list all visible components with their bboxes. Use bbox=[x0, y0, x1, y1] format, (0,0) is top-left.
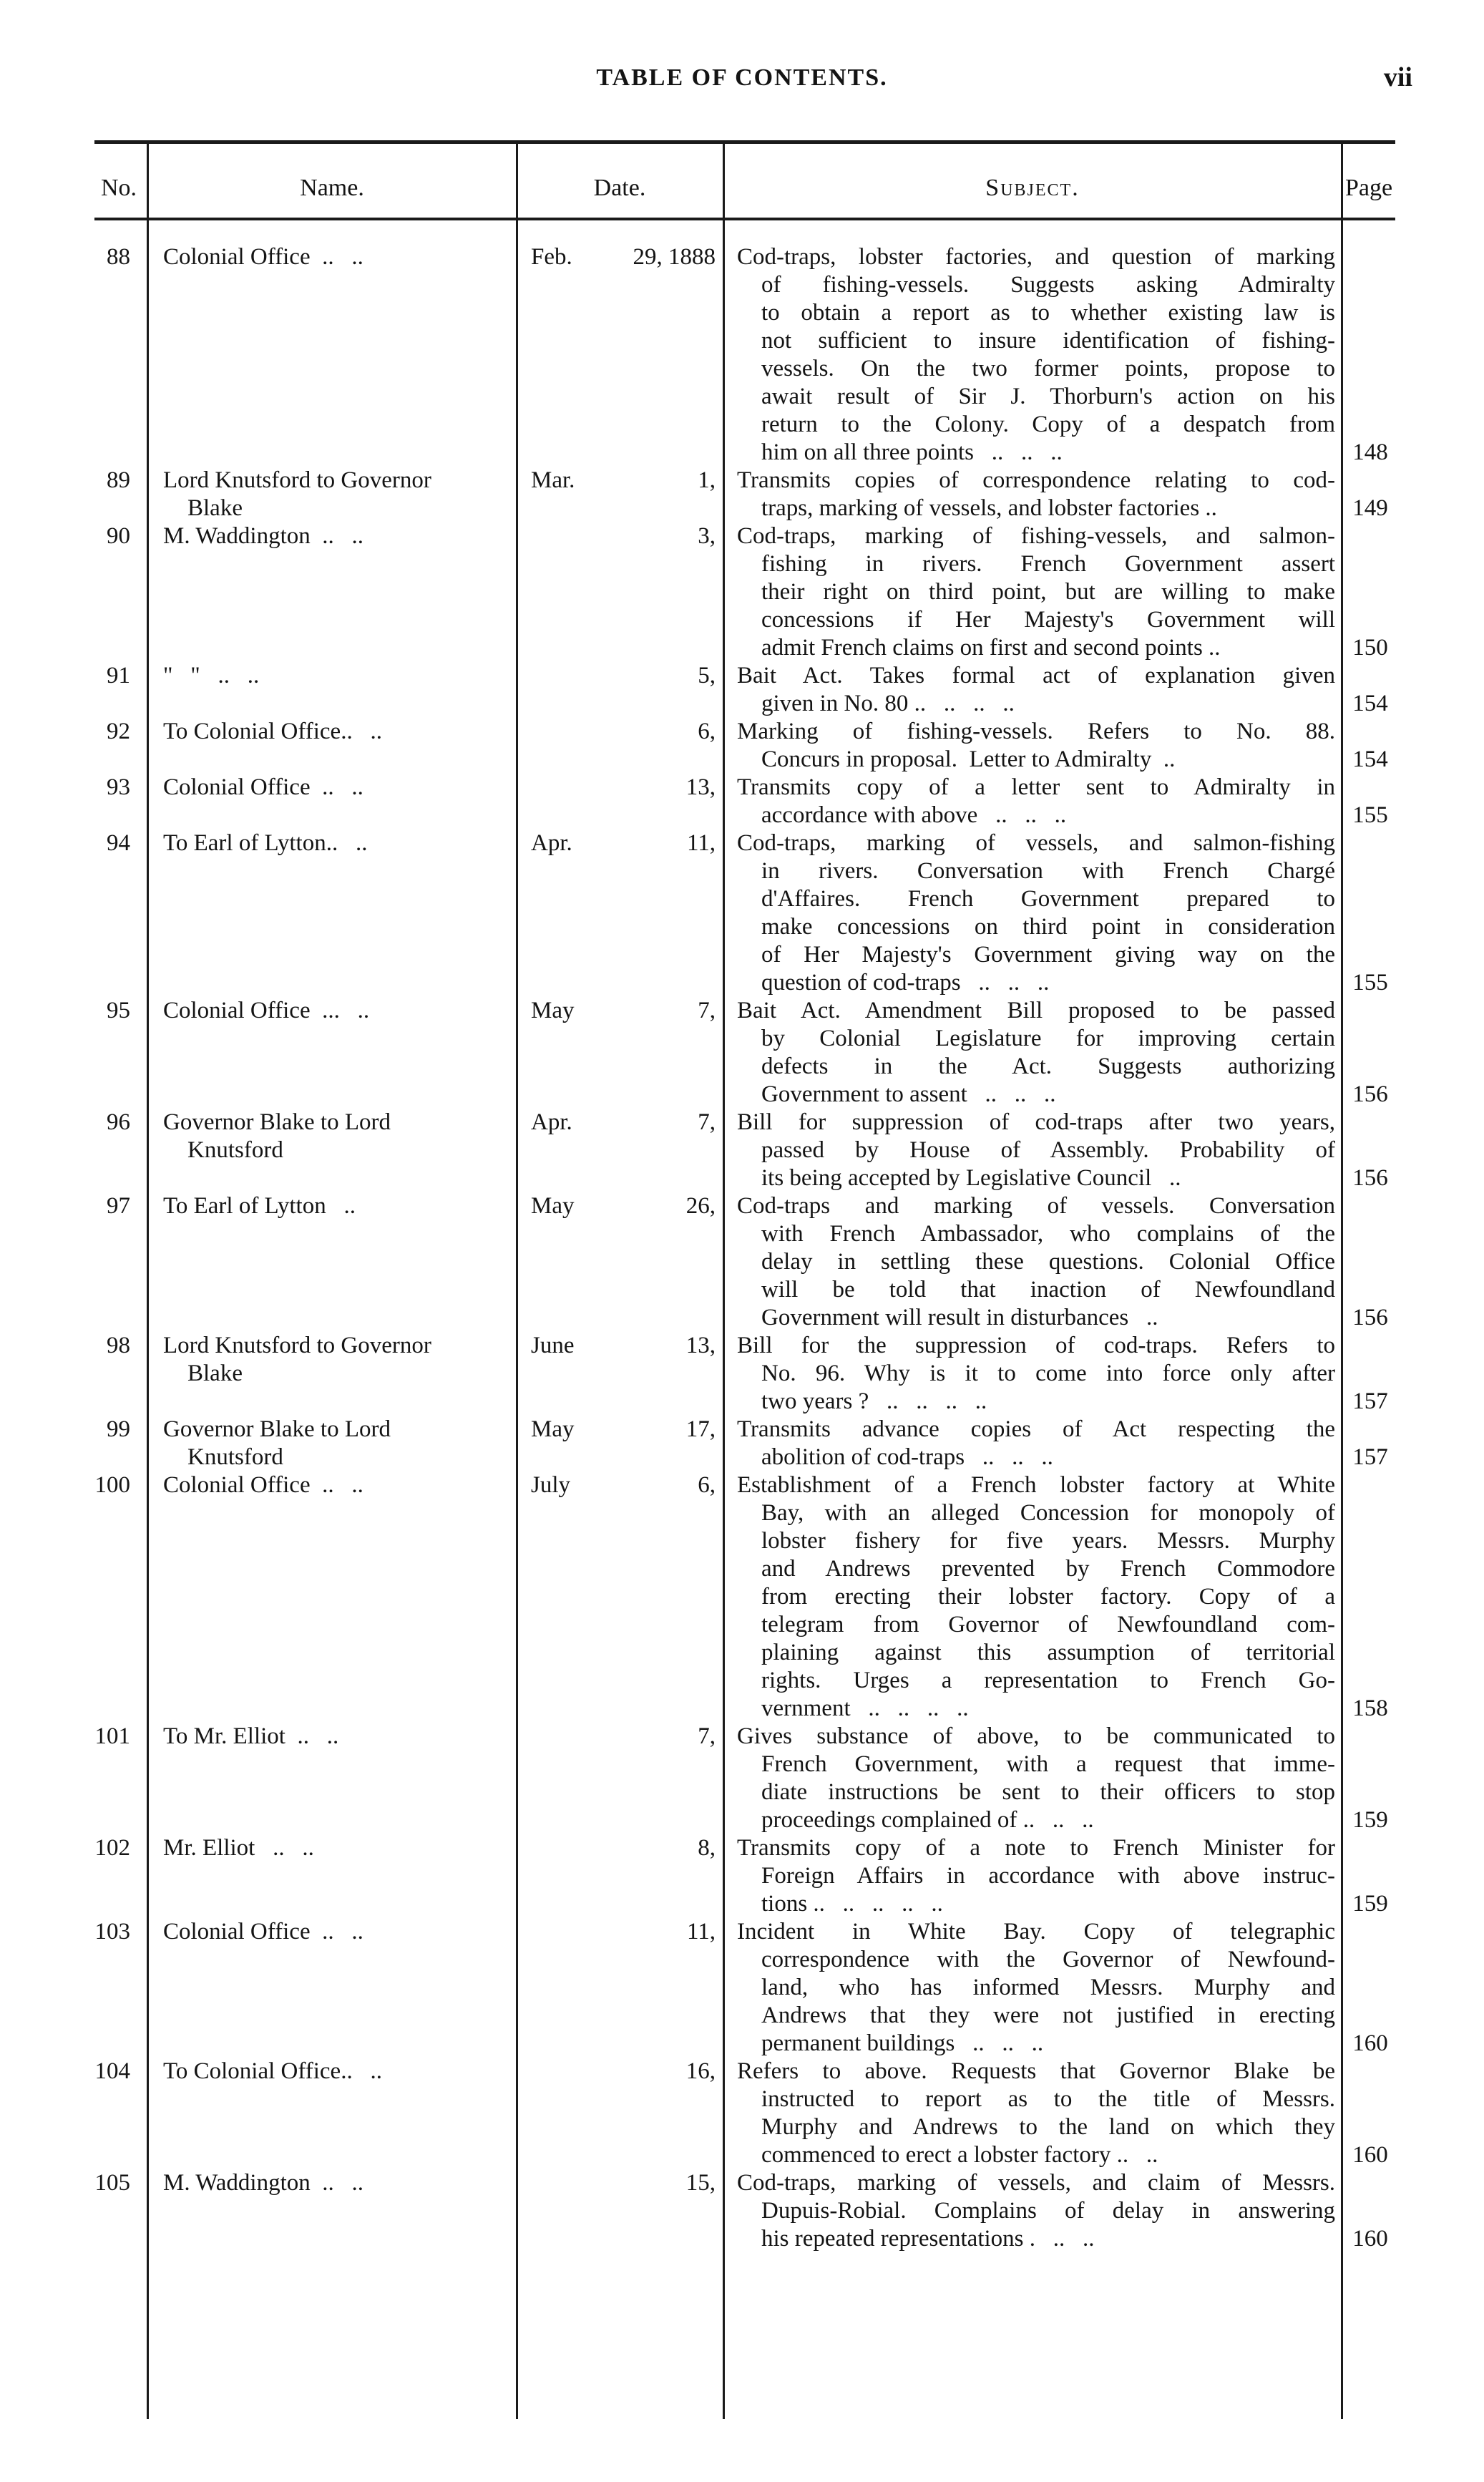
entry-subject-line: abolition of cod-traps .. .. .. bbox=[761, 1444, 1053, 1470]
entry-page-number: 158 bbox=[1352, 1695, 1388, 1721]
table-row bbox=[0, 774, 1484, 829]
entry-page-number: 159 bbox=[1352, 1891, 1388, 1917]
entry-name bbox=[163, 718, 505, 746]
entry-date-day: 13, bbox=[685, 774, 716, 800]
entry-subject bbox=[737, 997, 1335, 1109]
entry-number: 104 bbox=[94, 2058, 130, 2084]
entry-subject-line: to obtain a report as to whether existing law is bbox=[761, 300, 1335, 326]
entry-subject-line: of fishing-vessels. Suggests asking Admiralty bbox=[761, 272, 1335, 298]
entry-number: 98 bbox=[107, 1333, 130, 1358]
table-row bbox=[0, 522, 1484, 662]
entry-subject-line: with French Ambassador, who complains of the bbox=[761, 1221, 1335, 1247]
entry-subject-line: defects in the Act. Suggests authorizing bbox=[761, 1053, 1335, 1079]
entry-date bbox=[531, 1918, 716, 1946]
entry-name-line: Mr. Elliot .. .. bbox=[163, 1835, 314, 1861]
entry-date-day: 3, bbox=[698, 523, 716, 549]
entry-date-day: 17, bbox=[685, 1416, 716, 1442]
column-header-page: Page bbox=[1344, 175, 1393, 201]
entry-subject-line: correspondence with the Governor of Newfound- bbox=[761, 1947, 1335, 1972]
entry-date-day: 7, bbox=[698, 1723, 716, 1749]
entry-date-month: May bbox=[531, 998, 575, 1023]
entry-name-line: To Colonial Office.. .. bbox=[163, 719, 382, 744]
table-row bbox=[0, 2169, 1484, 2253]
entry-subject-line: Murphy and Andrews to the land on which they bbox=[761, 2114, 1335, 2140]
entry-date-day: 16, bbox=[685, 2058, 716, 2084]
entry-name-line: Colonial Office .. .. bbox=[163, 774, 363, 800]
entry-subject bbox=[737, 1723, 1335, 1834]
entry-date-day: 13, bbox=[685, 1333, 716, 1358]
entry-subject-line: his repeated representations . .. .. bbox=[761, 2226, 1095, 2252]
entry-date-day: 6, bbox=[698, 719, 716, 744]
entry-subject-line: will be told that inaction of Newfoundland bbox=[761, 1277, 1335, 1303]
entry-subject-line: Establishment of a French lobster factory at White bbox=[737, 1472, 1335, 1498]
entry-page-number: 155 bbox=[1352, 970, 1388, 996]
entry-subject-line: Bill for the suppression of cod-traps. Refers to bbox=[737, 1333, 1335, 1358]
entry-subject-line: vessels. On the two former points, propose to bbox=[761, 356, 1335, 381]
entry-subject bbox=[737, 1471, 1335, 1723]
entry-number: 97 bbox=[107, 1193, 130, 1219]
entry-subject-line: Marking of fishing-vessels. Refers to No. 88. bbox=[737, 719, 1335, 744]
entry-subject-line: question of cod-traps .. .. .. bbox=[761, 970, 1050, 996]
entry-subject-line: French Government, with a request that imme- bbox=[761, 1751, 1335, 1777]
entry-name-line: Governor Blake to Lord bbox=[163, 1109, 391, 1135]
table-row bbox=[0, 467, 1484, 522]
entry-date bbox=[531, 2169, 716, 2197]
entry-subject-line: Transmits copies of correspondence relating to cod- bbox=[737, 467, 1335, 493]
entry-subject-line: diate instructions be sent to their officers to stop bbox=[761, 1779, 1335, 1805]
entry-subject-line: make concessions on third point in consideration bbox=[761, 914, 1335, 940]
entry-name bbox=[163, 467, 505, 522]
entry-name bbox=[163, 1834, 505, 1862]
entry-page-number: 156 bbox=[1352, 1165, 1388, 1191]
table-row bbox=[0, 1416, 1484, 1471]
entry-name-line: Lord Knutsford to Governor bbox=[163, 1333, 431, 1358]
entry-date bbox=[531, 1416, 716, 1444]
entry-subject bbox=[737, 1416, 1335, 1471]
entry-date-day: 11, bbox=[686, 830, 716, 856]
entry-number: 93 bbox=[107, 774, 130, 800]
entry-name-line: Governor Blake to Lord bbox=[163, 1416, 391, 1442]
page-title: TABLE OF CONTENTS. bbox=[596, 64, 888, 91]
entry-subject-line: given in No. 80 .. .. .. .. bbox=[761, 691, 1015, 716]
entry-name bbox=[163, 1471, 505, 1499]
entry-name-line: Knutsford bbox=[187, 1137, 283, 1163]
entry-date-month: Mar. bbox=[531, 467, 575, 493]
entry-name-line: Colonial Office .. .. bbox=[163, 1919, 363, 1945]
entry-name bbox=[163, 2058, 505, 2086]
entry-date-day: 7, bbox=[698, 998, 716, 1023]
entry-date-day: 1, bbox=[698, 467, 716, 493]
entry-date-day: 11, bbox=[686, 1919, 716, 1945]
entry-number: 90 bbox=[107, 523, 130, 549]
entry-page-number: 156 bbox=[1352, 1305, 1388, 1330]
entry-subject-line: telegram from Governor of Newfoundland com- bbox=[761, 1612, 1335, 1637]
entry-subject bbox=[737, 829, 1335, 997]
entry-page-number: 154 bbox=[1352, 746, 1388, 772]
entry-subject-line: Cod-traps, marking of vessels, and claim of Messrs. bbox=[737, 2170, 1335, 2196]
column-header-no: No. bbox=[100, 175, 137, 201]
entry-subject-line: Gives substance of above, to be communicated to bbox=[737, 1723, 1335, 1749]
entry-page-number: 160 bbox=[1352, 2142, 1388, 2168]
entry-subject-line: permanent buildings .. .. .. bbox=[761, 2030, 1044, 2056]
entry-page-number: 157 bbox=[1352, 1444, 1388, 1470]
entry-date bbox=[531, 1332, 716, 1360]
entry-subject bbox=[737, 243, 1335, 467]
entry-subject bbox=[737, 774, 1335, 829]
column-header-date: Date. bbox=[593, 175, 646, 201]
entry-subject-line: him on all three points .. .. .. bbox=[761, 439, 1063, 465]
entry-date-day: 8, bbox=[698, 1835, 716, 1861]
entry-number: 100 bbox=[94, 1472, 130, 1498]
entry-subject bbox=[737, 2169, 1335, 2253]
entry-subject-line: tions .. .. .. .. .. bbox=[761, 1891, 943, 1917]
entry-subject-line: Andrews that they were not justified in erecting bbox=[761, 2002, 1335, 2028]
entry-name bbox=[163, 522, 505, 550]
entry-subject-line: Transmits advance copies of Act respecting the bbox=[737, 1416, 1335, 1442]
column-header-subject: Subject. bbox=[985, 175, 1080, 201]
entry-subject-line: their right on third point, but are willing to make bbox=[761, 579, 1335, 605]
column-header-name: Name. bbox=[300, 175, 364, 201]
entry-date-day: 29, 1888 bbox=[633, 244, 716, 270]
entry-date-month: Feb. bbox=[531, 244, 572, 270]
entry-subject bbox=[737, 2058, 1335, 2169]
entry-subject-line: Cod-traps and marking of vessels. Conversation bbox=[737, 1193, 1335, 1219]
entry-date-month: July bbox=[531, 1472, 571, 1498]
entry-subject-line: not sufficient to insure identification of fishing- bbox=[761, 328, 1335, 354]
entry-date-day: 5, bbox=[698, 663, 716, 688]
entry-subject-line: Transmits copy of a note to French Minister for bbox=[737, 1835, 1335, 1861]
entry-date bbox=[531, 718, 716, 746]
entry-name bbox=[163, 1416, 505, 1471]
entry-subject bbox=[737, 1332, 1335, 1416]
entry-subject-line: await result of Sir J. Thorburn's action on his bbox=[761, 384, 1335, 409]
entry-page-number: 148 bbox=[1352, 439, 1388, 465]
entry-subject-line: and Andrews prevented by French Commodore bbox=[761, 1556, 1335, 1582]
entry-subject-line: by Colonial Legislature for improving certain bbox=[761, 1026, 1335, 1051]
entry-date bbox=[531, 1723, 716, 1751]
entry-subject-line: of Her Majesty's Government giving way on the bbox=[761, 942, 1335, 968]
entry-page-number: 156 bbox=[1352, 1081, 1388, 1107]
entry-name bbox=[163, 1723, 505, 1751]
entry-date bbox=[531, 662, 716, 690]
entry-subject-line: traps, marking of vessels, and lobster factories .. bbox=[761, 495, 1217, 521]
entry-date bbox=[531, 997, 716, 1025]
entry-name bbox=[163, 997, 505, 1025]
entry-page-number: 157 bbox=[1352, 1388, 1388, 1414]
entry-subject-line: in rivers. Conversation with French Chargé bbox=[761, 858, 1335, 884]
entry-name bbox=[163, 2169, 505, 2197]
entry-subject-line: admit French claims on first and second points .. bbox=[761, 635, 1221, 661]
entry-name bbox=[163, 1918, 505, 1946]
entry-page-number: 149 bbox=[1352, 495, 1388, 521]
table-row bbox=[0, 1918, 1484, 2058]
entry-date bbox=[531, 829, 716, 857]
entry-subject-line: delay in settling these questions. Colonial Office bbox=[761, 1249, 1335, 1275]
table-row bbox=[0, 997, 1484, 1109]
entry-subject-line: instructed to report as to the title of Messrs. bbox=[761, 2086, 1335, 2112]
table-row bbox=[0, 1471, 1484, 1723]
entry-subject-line: Bay, with an alleged Concession for monopoly of bbox=[761, 1500, 1335, 1526]
entry-subject-line: Concurs in proposal. Letter to Admiralty .. bbox=[761, 746, 1176, 772]
entry-subject-line: from erecting their lobster factory. Copy of a bbox=[761, 1584, 1335, 1610]
entry-subject-line: rights. Urges a representation to French Go- bbox=[761, 1668, 1335, 1693]
entry-subject-line: Cod-traps, marking of vessels, and salmon-fishing bbox=[737, 830, 1335, 856]
entry-subject-line: proceedings complained of .. .. .. bbox=[761, 1807, 1094, 1833]
entry-subject bbox=[737, 1834, 1335, 1918]
table-row bbox=[0, 2058, 1484, 2169]
entry-name-line: To Earl of Lytton.. .. bbox=[163, 830, 368, 856]
entry-number: 94 bbox=[107, 830, 130, 856]
entry-name bbox=[163, 662, 505, 690]
entry-name-line: Blake bbox=[187, 495, 243, 521]
top-rule bbox=[94, 140, 1395, 144]
table-row bbox=[0, 1723, 1484, 1834]
entry-date-month: Apr. bbox=[531, 1109, 572, 1135]
entry-subject-line: concessions if Her Majesty's Government will bbox=[761, 607, 1335, 633]
entry-page-number: 159 bbox=[1352, 1807, 1388, 1833]
header-rule bbox=[94, 218, 1395, 220]
entry-subject-line: No. 96. Why is it to come into force only after bbox=[761, 1361, 1335, 1386]
entry-name bbox=[163, 243, 505, 271]
entry-subject-line: vernment .. .. .. .. bbox=[761, 1695, 969, 1721]
entry-subject-line: Bait Act. Amendment Bill proposed to be passed bbox=[737, 998, 1335, 1023]
entry-page-number: 150 bbox=[1352, 635, 1388, 661]
entry-number: 95 bbox=[107, 998, 130, 1023]
entry-subject-line: Cod-traps, lobster factories, and question of marking bbox=[737, 244, 1335, 270]
entry-subject bbox=[737, 1192, 1335, 1332]
entry-subject-line: accordance with above .. .. .. bbox=[761, 802, 1067, 828]
entry-date-month: Apr. bbox=[531, 830, 572, 856]
entry-subject bbox=[737, 467, 1335, 522]
entry-name-line: To Colonial Office.. .. bbox=[163, 2058, 382, 2084]
table-row bbox=[0, 1192, 1484, 1332]
entry-number: 91 bbox=[107, 663, 130, 688]
entry-subject bbox=[737, 662, 1335, 718]
entry-date-day: 7, bbox=[698, 1109, 716, 1135]
entry-page-number: 154 bbox=[1352, 691, 1388, 716]
entry-subject bbox=[737, 718, 1335, 774]
entry-subject bbox=[737, 1109, 1335, 1192]
entry-number: 99 bbox=[107, 1416, 130, 1442]
entry-date bbox=[531, 1471, 716, 1499]
entry-date bbox=[531, 243, 716, 271]
entry-subject-line: Dupuis-Robial. Complains of delay in answering bbox=[761, 2198, 1335, 2224]
entry-date-month: May bbox=[531, 1193, 575, 1219]
entry-name-line: " " .. .. bbox=[163, 663, 260, 688]
entry-name-line: Colonial Office .. .. bbox=[163, 244, 363, 270]
entry-number: 105 bbox=[94, 2170, 130, 2196]
entry-number: 96 bbox=[107, 1109, 130, 1135]
table-row bbox=[0, 1109, 1484, 1192]
entry-name-line: To Mr. Elliot .. .. bbox=[163, 1723, 339, 1749]
entry-name bbox=[163, 774, 505, 802]
page-number: vii bbox=[1383, 62, 1412, 92]
page-header bbox=[0, 57, 1484, 100]
entry-date bbox=[531, 1192, 716, 1220]
entry-number: 92 bbox=[107, 719, 130, 744]
entry-date bbox=[531, 1834, 716, 1862]
entry-name-line: To Earl of Lytton .. bbox=[163, 1193, 356, 1219]
entry-subject-line: passed by House of Assembly. Probability of bbox=[761, 1137, 1335, 1163]
entry-date-day: 15, bbox=[685, 2170, 716, 2196]
entry-subject-line: fishing in rivers. French Government assert bbox=[761, 551, 1335, 577]
entry-subject-line: Bill for suppression of cod-traps after two years, bbox=[737, 1109, 1335, 1135]
entry-page-number: 155 bbox=[1352, 802, 1388, 828]
entry-number: 89 bbox=[107, 467, 130, 493]
entry-name-line: Colonial Office .. .. bbox=[163, 1472, 363, 1498]
table-row bbox=[0, 243, 1484, 467]
entry-number: 101 bbox=[94, 1723, 130, 1749]
table-row bbox=[0, 662, 1484, 718]
entry-date bbox=[531, 2058, 716, 2086]
entry-subject-line: its being accepted by Legislative Council .. bbox=[761, 1165, 1181, 1191]
entry-page-number: 160 bbox=[1352, 2030, 1388, 2056]
entry-subject-line: Transmits copy of a letter sent to Admiralty in bbox=[737, 774, 1335, 800]
entry-name bbox=[163, 829, 505, 857]
entry-subject-line: Government to assent .. .. .. bbox=[761, 1081, 1056, 1107]
entry-subject-line: d'Affaires. French Government prepared to bbox=[761, 886, 1335, 912]
table-row bbox=[0, 829, 1484, 997]
entry-date-month: June bbox=[531, 1333, 575, 1358]
entry-name-line: M. Waddington .. .. bbox=[163, 523, 363, 549]
entry-date bbox=[531, 467, 716, 495]
entry-name-line: Colonial Office ... .. bbox=[163, 998, 370, 1023]
entry-subject-line: return to the Colony. Copy of a despatch from bbox=[761, 412, 1335, 437]
entry-subject-line: Refers to above. Requests that Governor Blake be bbox=[737, 2058, 1335, 2084]
entry-subject-line: Bait Act. Takes formal act of explanation given bbox=[737, 663, 1335, 688]
entry-page-number: 160 bbox=[1352, 2226, 1388, 2252]
entry-date bbox=[531, 774, 716, 802]
entry-subject-line: lobster fishery for five years. Messrs. Murphy bbox=[761, 1528, 1335, 1554]
entry-subject-line: plaining against this assumption of territorial bbox=[761, 1640, 1335, 1665]
entry-date bbox=[531, 522, 716, 550]
entry-name bbox=[163, 1192, 505, 1220]
entry-number: 103 bbox=[94, 1919, 130, 1945]
entry-subject-line: Incident in White Bay. Copy of telegraphic bbox=[737, 1919, 1335, 1945]
entry-subject-line: commenced to erect a lobster factory .. .. bbox=[761, 2142, 1158, 2168]
table-row bbox=[0, 1834, 1484, 1918]
entry-subject-line: two years ? .. .. .. .. bbox=[761, 1388, 987, 1414]
table-row bbox=[0, 718, 1484, 774]
entry-date bbox=[531, 1109, 716, 1137]
table-row bbox=[0, 1332, 1484, 1416]
entry-name-line: Lord Knutsford to Governor bbox=[163, 467, 431, 493]
entry-subject-line: Government will result in disturbances .. bbox=[761, 1305, 1158, 1330]
entry-name bbox=[163, 1109, 505, 1164]
entry-subject-line: land, who has informed Messrs. Murphy and bbox=[761, 1975, 1335, 2000]
entry-name-line: M. Waddington .. .. bbox=[163, 2170, 363, 2196]
entry-number: 88 bbox=[107, 244, 130, 270]
entry-date-day: 6, bbox=[698, 1472, 716, 1498]
entry-subject bbox=[737, 522, 1335, 662]
entry-date-month: May bbox=[531, 1416, 575, 1442]
entry-name-line: Knutsford bbox=[187, 1444, 283, 1470]
entry-subject bbox=[737, 1918, 1335, 2058]
entry-name bbox=[163, 1332, 505, 1388]
entry-date-day: 26, bbox=[685, 1193, 716, 1219]
entry-subject-line: Cod-traps, marking of fishing-vessels, and salmon- bbox=[737, 523, 1335, 549]
entry-subject-line: Foreign Affairs in accordance with above instruc- bbox=[761, 1863, 1335, 1889]
entry-number: 102 bbox=[94, 1835, 130, 1861]
entry-name-line: Blake bbox=[187, 1361, 243, 1386]
